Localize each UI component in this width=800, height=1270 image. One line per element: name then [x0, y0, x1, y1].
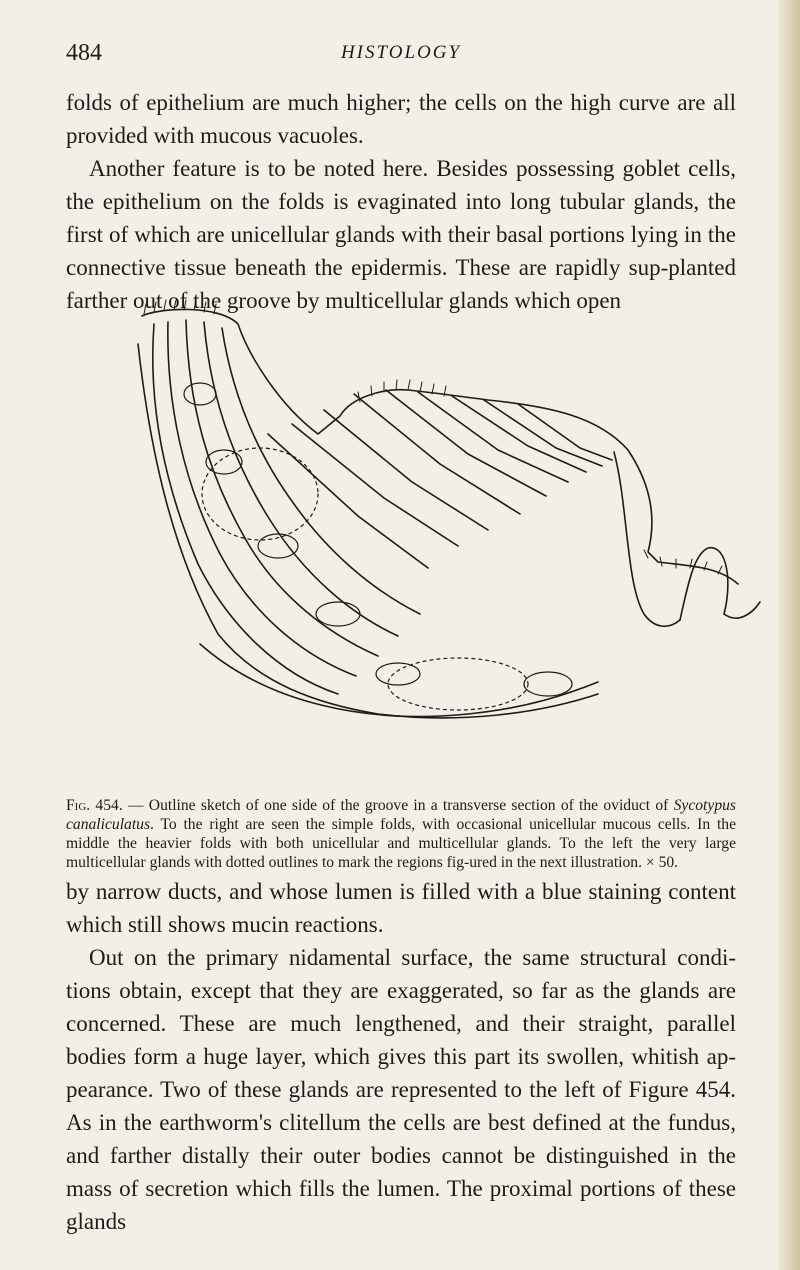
paragraph: Another feature is to be noted here. Besides possessing goblet cells, the epithelium on the folds is evaginated into long tubular glands, the first of which are unicellular glands with their basal portions lying in the connective tissue beneath the epidermis. These are rapidly sup-planted farther out of the groove by multicellular glands which open — [66, 156, 736, 313]
figure-ink — [138, 300, 760, 718]
paragraph: folds of epithelium are much higher; the cells on the high curve are all provided with mucous vacuoles. — [66, 90, 736, 148]
figure-label: Fig. 454. — [66, 797, 123, 814]
inner-outline — [138, 344, 598, 718]
basal-curve — [200, 644, 598, 716]
body-text-bottom — [66, 875, 736, 1238]
species-name: Sycotypus canaliculatus — [66, 797, 736, 833]
caption-text: — Outline sketch of one side of the groove in a transverse section of the oviduct of — [122, 797, 674, 814]
dotted-region — [202, 448, 318, 540]
paragraph: by narrow ducts, and whose lumen is filled with a blue staining content which still shows mucin reactions. — [66, 879, 736, 937]
running-head: HISTOLOGY — [340, 42, 462, 63]
figure-454-illustration — [128, 284, 768, 734]
page-header — [66, 40, 736, 70]
body-text-top — [66, 86, 736, 317]
caption-text: . To the right are seen the simple folds, with occasional unicellular mucous cells. In the middle the heavier folds with both unicellular and multicellular glands. To the left the very large multicellular glands with dotted outlines to mark the regions fig-ured in the next illustration. × 50. — [66, 816, 736, 871]
page-number: 484 — [66, 40, 102, 66]
page-edge — [778, 0, 800, 1270]
paragraph: Out on the primary nidamental surface, the same structural condi-tions obtain, except that they are exaggerated, so far as the glands are concerned. These are much lengthened, and their straight, parallel bodies form a huge layer, which gives this part its swollen, whitish ap-pearance. Two of these glands are represented to the left of Figure 454. As in the earthworm's clitellum the cells are best defined at the fundus, and farther distally their outer bodies cannot be distinguished in the mass of secretion which fills the lumen. The proximal portions of these glands — [66, 945, 736, 1234]
groove-outline — [142, 309, 738, 584]
figure-caption — [66, 796, 736, 872]
